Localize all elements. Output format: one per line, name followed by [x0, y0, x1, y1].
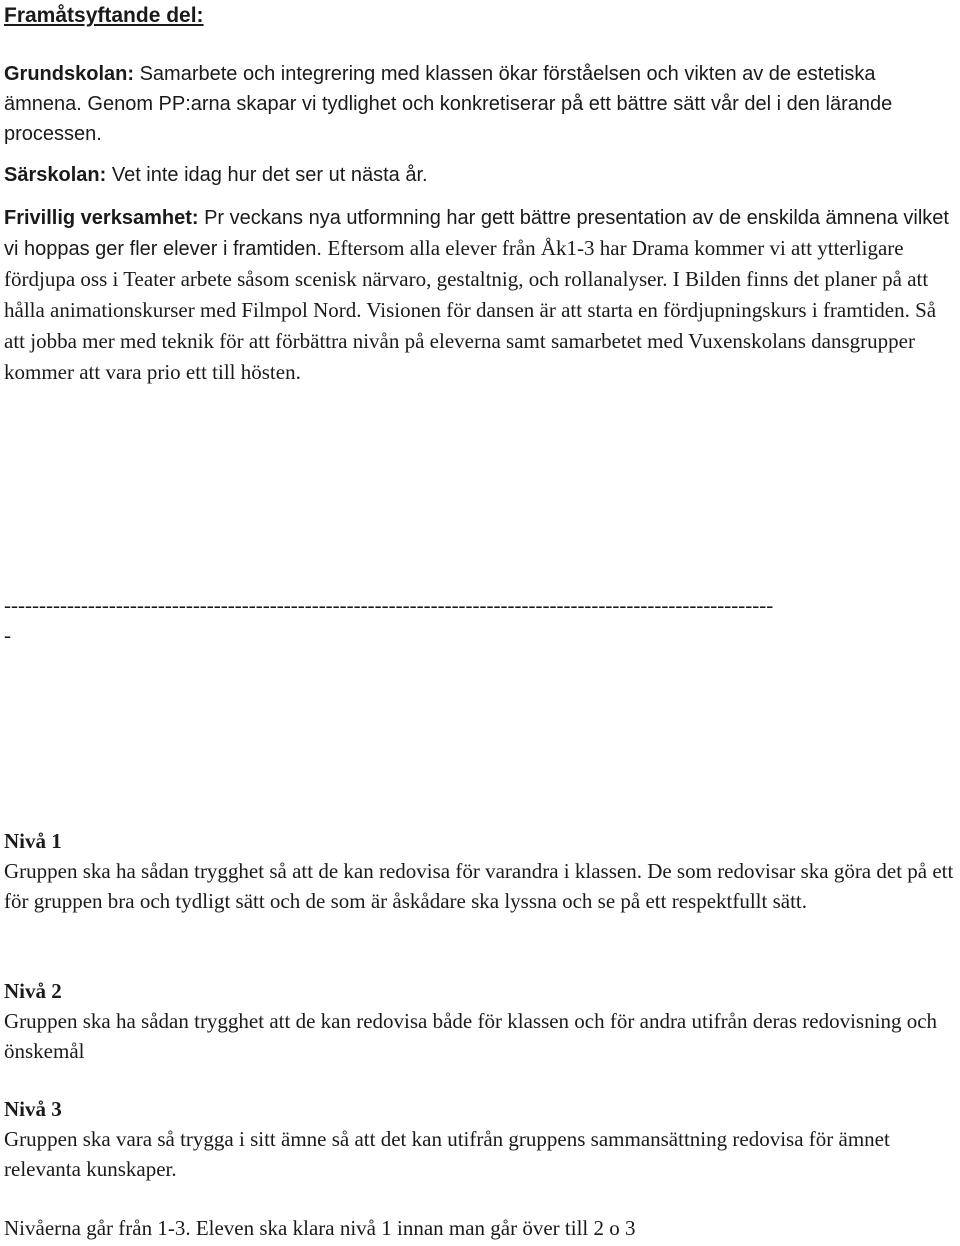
level-1-text: Gruppen ska ha sådan trygghet så att de kan redovisa för varandra i klassen. De som redovisar ska göra det på ett för gruppen bra och tydligt sätt och de som är åskådare ska lyssna och se på ett respektfullt sätt.	[4, 859, 954, 913]
level-1-title: Nivå 1	[4, 829, 62, 853]
frivillig-label: Frivillig verksamhet:	[4, 207, 199, 229]
frivillig-text-sans: Pr veckans nya utformning har gett bättre presentation av de enskilda ämnena vilket vi hoppas ger fler elever i framtiden.	[4, 207, 949, 260]
grundskolan-text: Samarbete och integrering med klassen ökar förståelsen och vikten av de estetiska ämnena. Genom PP:arna skapar vi tydlighet och konkretiserar på ett bättre sätt vår del i den lärande processen.	[4, 63, 893, 145]
level-3	[4, 1094, 956, 1184]
sarskolan-paragraph	[4, 160, 956, 190]
level-1	[4, 826, 956, 916]
frivillig-paragraph	[4, 203, 956, 388]
dashed-separator-tail: -	[4, 623, 11, 647]
sarskolan-text: Vet inte idag hur det ser ut nästa år.	[111, 164, 428, 186]
sarskolan-label: Särskolan:	[4, 164, 107, 186]
section-heading: Framåtsyftande del:	[4, 4, 204, 27]
footer-note: Nivåerna går från 1-3. Eleven ska klara nivå 1 innan man går över till 2 o 3	[4, 1216, 636, 1240]
frivillig-text-serif: Eftersom alla elever från Åk1-3 har Drama kommer vi att ytterligare fördjupa oss i Teater arbete såsom scenisk närvaro, gestaltnig, och rollanalyser. I Bilden finns det planer på att hålla animationskurser med Filmpol Nord. Visionen för dansen är att starta en fördjupningskurs i framtiden. Så att jobba mer med teknik för att förbättra nivån på eleverna samt samarbetet med Vuxenskolans dansgrupper kommer att vara prio ett till hösten.	[4, 236, 937, 384]
level-2-title: Nivå 2	[4, 979, 62, 1003]
grundskolan-paragraph	[4, 59, 956, 149]
level-2-text: Gruppen ska ha sådan trygghet att de kan redovisa både för klassen och för andra utifrån deras redovisning och önskemål	[4, 1009, 938, 1063]
level-2	[4, 976, 956, 1066]
dashed-separator: --------------------------------------------------------------------------------------------------------------	[4, 593, 774, 617]
level-3-text: Gruppen ska vara så trygga i sitt ämne så att det kan utifrån gruppens sammansättning redovisa för ämnet relevanta kunskaper.	[4, 1127, 890, 1181]
grundskolan-label: Grundskolan:	[4, 63, 135, 85]
level-3-title: Nivå 3	[4, 1097, 62, 1121]
